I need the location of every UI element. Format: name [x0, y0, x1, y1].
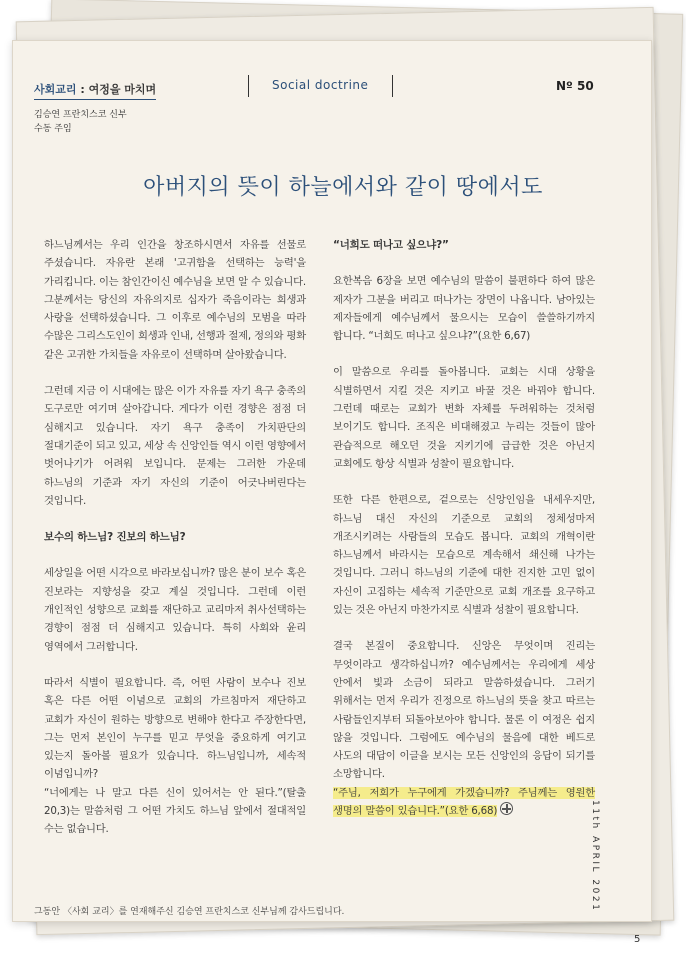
paragraph: 따라서 식별이 필요합니다. 즉, 어떤 사람이 보수나 진보 혹은 다른 어떤 이념으로 교회의 가르침마저 재단하고 교회가 자신이 원하는 방향으로 변해야 한다고 주장한다면, 그는 먼저 본인이 누구를 믿고 무엇을 중요하게 여기고 있는지 돌아볼 필요가 있습니다. 하느님입니까, 세속적 이념입니까? — [44, 676, 306, 781]
left-column — [44, 236, 306, 857]
author-role: 수동 주임 — [34, 124, 72, 134]
paragraph: “너에게는 나 말고 다른 신이 있어서는 안 된다.”(탈출 20,3)는 말씀처럼 그 어떤 가치도 하느님 앞에서 절대적일 수는 없습니다. — [44, 786, 306, 836]
paragraph: 또한 다른 한편으로, 겉으로는 신앙인임을 내세우지만, 하느님 대신 자신의 기준으로 교회의 정체성마저 개조시키려는 사람들의 모습도 봅니다. 교회의 개혁이란 하느님께서 바라시는 모습으로 계속해서 쇄신해 나가는 것입니다. 그러니 하느님의 기준에 대한 진지한 고민 없이 자신이 고집하는 세속적 기준만으로 교회 개조를 요구하고 있는 것은 아닌지 마찬가지로 식별과 성찰이 필요합니다. — [333, 494, 595, 617]
paragraph: 세상일을 어떤 시각으로 바라보십니까? 많은 분이 보수 혹은 진보라는 지향성을 갖고 계실 것입니다. 그런데 이런 개인적인 성향으로 교회를 재단하고 교리마저 취사선택하는 경향이 점점 더 심해지고 있습니다. 특히 사회와 윤리 영역에서 그러합니다. — [44, 567, 306, 653]
section-sub: : 여정을 마치며 — [76, 83, 157, 96]
issue-date: 11th APRIL 2021 — [590, 800, 600, 913]
header-divider-left — [248, 75, 249, 97]
page-number: 5 — [634, 934, 641, 945]
column-label: Social doctrine — [272, 78, 369, 92]
right-column — [333, 236, 595, 838]
author-block — [34, 108, 127, 136]
footer-note: 그동안 〈사회 교리〉를 연재해주신 김승연 프란치스코 신부님께 감사드립니다. — [34, 907, 345, 917]
cross-icon — [500, 802, 513, 815]
issue-number: Nº 50 — [556, 79, 594, 93]
subheading: “너희도 떠나고 싶으냐?” — [333, 239, 449, 251]
highlighted-quote — [333, 784, 595, 821]
paragraph: 요한복음 6장을 보면 예수님의 말씀이 불편하다 하여 많은 제자가 그분을 버리고 떠나가는 장면이 나옵니다. 남아있는 제자들에게 예수님께서 물으시는 모습이 쓸쓸하기까지 합니다. “너희도 떠나고 싶으냐?”(요한 6,67) — [333, 275, 595, 343]
section-label — [34, 81, 156, 100]
paragraph: 그런데 지금 이 시대에는 많은 이가 자유를 자기 욕구 충족의 도구로만 여기며 살아갑니다. 게다가 이런 경향은 점점 더 심해지고 있습니다. 자기 욕구 충족이 가치판단의 절대기준이 되고 있고, 세상 속 신앙인들 역시 이런 영향에서 벗어나기가 어려워 보입니다. 문제는 그러한 가운데 하느님의 기준과 자기 자신의 기준이 어긋나버린다는 것입니다. — [44, 385, 306, 507]
paragraph: 하느님께서는 우리 인간을 창조하시면서 자유를 선물로 주셨습니다. 자유란 본래 '고귀함을 선택하는 능력'을 가리킵니다. 이는 참인간이신 예수님을 보면 알 수 있습니다. 그분께서는 당신의 자유의지로 십자가 죽음이라는 희생과 사랑을 선택하셨습니다. 그 이후로 예수님의 모범을 따라 수많은 그리스도인이 희생과 인내, 선행과 절제, 정의와 평화 같은 고귀한 가치들을 자유로이 선택하며 살아왔습니다. — [44, 239, 306, 361]
author-name: 김승연 프란치스코 신부 — [34, 110, 127, 120]
subheading: 보수의 하느님? 진보의 하느님? — [44, 531, 186, 544]
paragraph: 이 말씀으로 우리를 돌아봅니다. 교회는 시대 상황을 식별하면서 지킬 것은 지키고 바꿀 것은 바꿔야 합니다. 그런데 때로는 교회가 변화 자체를 두려워하는 것처럼 보이기도 합니다. 조직은 비대해졌고 누리는 것들이 많아 관습적으로 해오던 것을 지키기에 급급한 것은 아닌지 교회에도 항상 식별과 성찰이 필요합니다. — [333, 366, 595, 470]
header-divider-right — [392, 75, 393, 97]
article-title: 아버지의 뜻이 하늘에서와 같이 땅에서도 — [143, 175, 543, 200]
section-main: 사회교리 — [34, 83, 77, 96]
paragraph: 결국 본질이 중요합니다. 신앙은 무엇이며 진리는 무엇이라고 생각하십니까? 예수님께서는 우리에게 세상 안에서 빛과 소금이 되라고 말씀하셨습니다. 그러기 위해서는 먼저 우리가 진정으로 하느님의 뜻을 찾고 따르는 사람들인지부터 되돌아보아야 합니다. 물론 이 여정은 쉽지 않을 것입니다. 그럼에도 예수님의 물음에 대한 베드로 사도의 대답이 이글을 보시는 모든 신앙인의 응답이 되기를 소망합니다. — [333, 640, 595, 781]
quote-text: “주님, 저희가 누구에게 가겠습니까? 주님께는 영원한 생명의 말씀이 있습니다.”(요한 6,68) — [333, 786, 595, 818]
